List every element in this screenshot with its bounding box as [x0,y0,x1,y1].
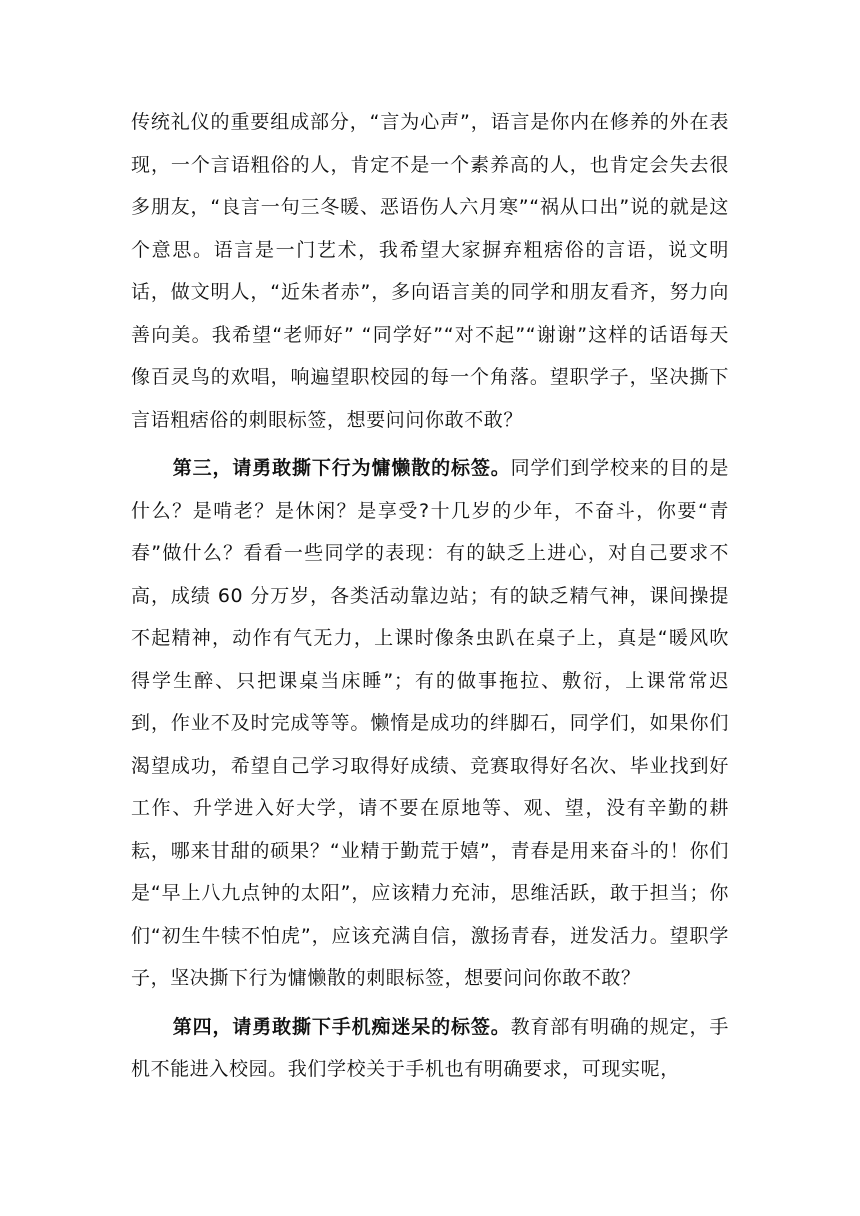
paragraph-speech-civility [131,101,729,441]
paragraph-heading: 第四，请勇敢撕下手机痴迷呆的标签。 [172,1015,511,1038]
paragraph-body: 传统礼仪的重要组成部分，“言为心声”，语言是你内在修养的外在表现，一个言语粗俗的人，肯定不是一个素养高的人，也肯定会失去很多朋友，“良言一句三冬暖、恶语伤人六月寒”“祸从口出”说的就是这个意思。语言是一门艺术，我希望大家摒弃粗痞俗的言语，说文明话，做文明人，“近朱者赤”，多向语言美的同学和朋友看齐，努力向善向美。我希望“老师好” “同学好”“对不起”“谢谢”这样的话语每天像百灵鸟的欢唱，响遍望职校园的每一个角落。望职学子，坚决撕下言语粗痞俗的刺眼标签，想要问问你敢不敢？ [131,111,729,431]
document-page [131,101,729,1091]
paragraph-body: 同学们到学校来的目的是什么？是啃老？是休闲？是享受?十几岁的少年，不奋斗，你要“青春”做什么？看看一些同学的表现：有的缺乏上进心，对自己要求不高，成绩 60 分万岁，各类活动靠边站；有的缺乏精气神，课间操提不起精神，动作有气无力，上课时像条虫趴在桌子上，真是“暖风吹得学生醉、只把课桌当床睡”；有的做事拖拉、敷衍，上课常常迟到，作业不及时完成等等。懒惰是成功的绊脚石，同学们，如果你们渴望成功，希望自己学习取得好成绩、竞赛取得好名次、毕业找到好工作、升学进入好大学，请不要在原地等、观、望，没有辛勤的耕耘，哪来甘甜的硕果？“业精于勤荒于嬉”，青春是用来奋斗的！你们是“早上八九点钟的太阳”，应该精力充沛，思维活跃，敢于担当；你们“初生牛犊不怕虎”，应该充满自信，激扬青春，迸发活力。望职学子，坚决撕下行为慵懒散的刺眼标签，想要问问你敢不敢？ [131,457,729,989]
paragraph-third-point [131,447,729,1000]
paragraph-heading: 第三，请勇敢撕下行为慵懒散的标签。 [172,457,511,479]
paragraph-fourth-point [131,1006,729,1091]
paragraph-body: 教育部有明确的规定，手机不能进入校园。我们学校关于手机也有明确要求，可现实呢， [131,1015,729,1080]
